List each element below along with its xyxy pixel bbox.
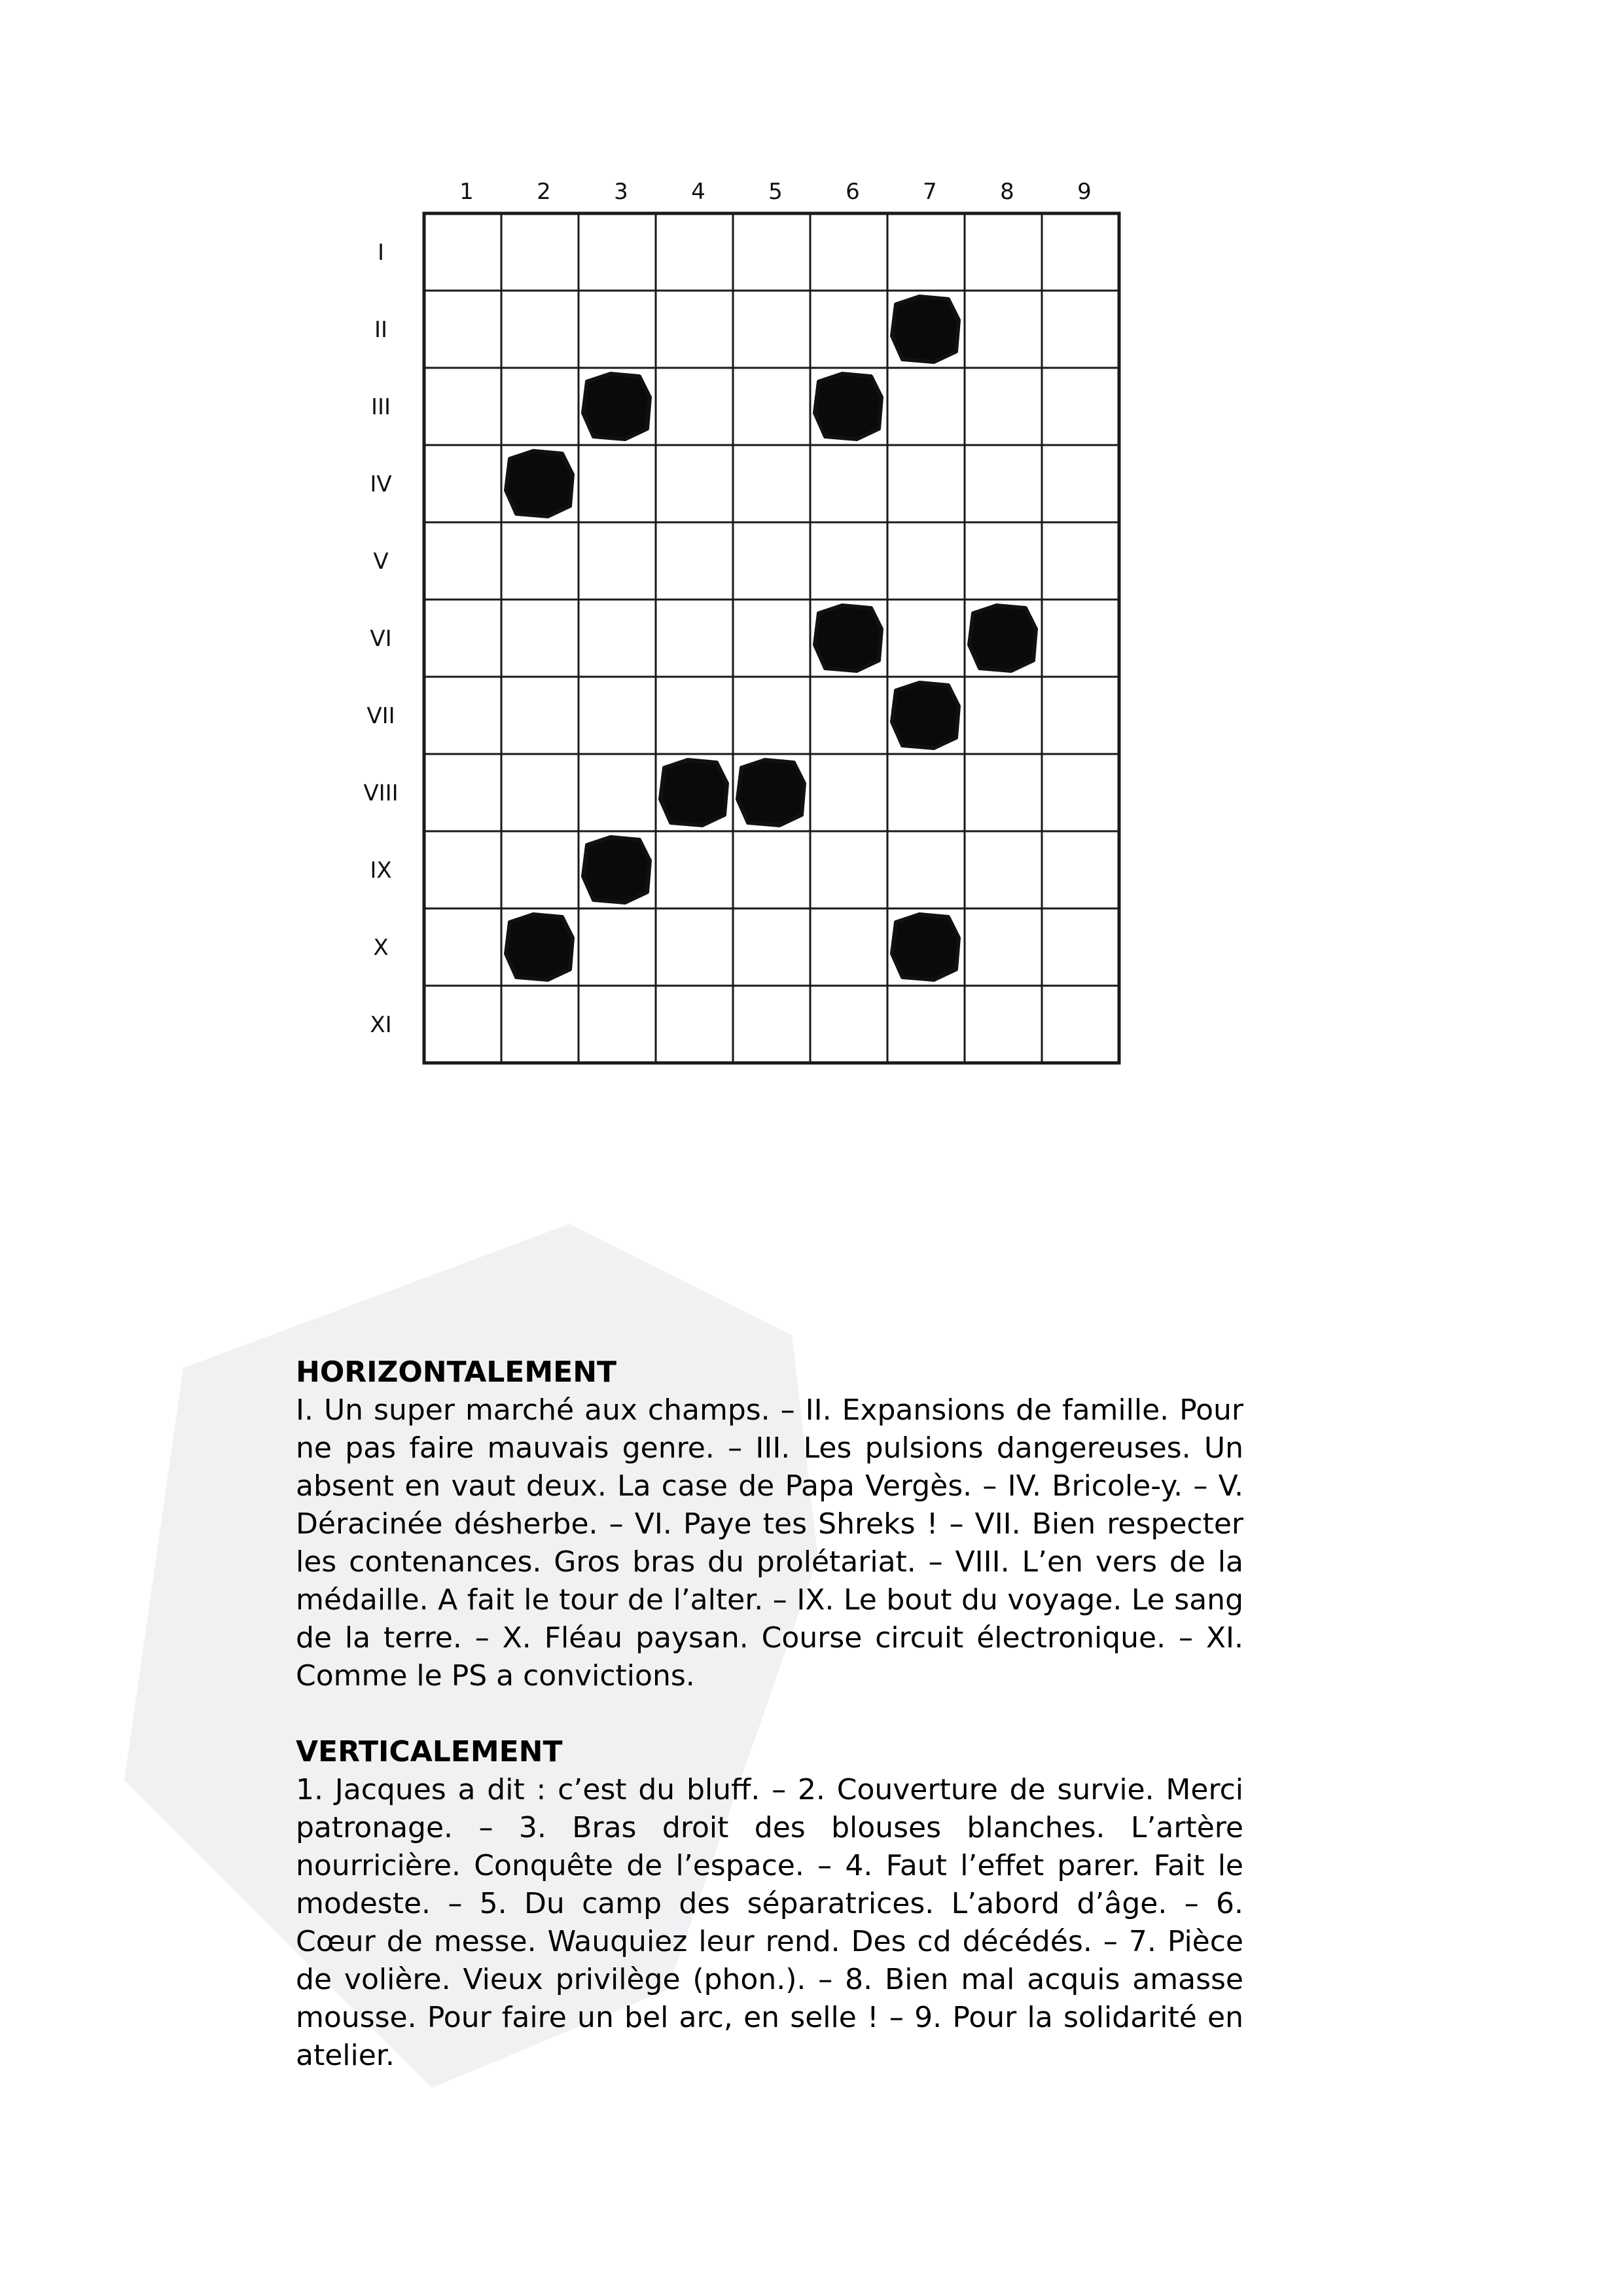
column-label: 6 (846, 179, 860, 205)
row-label: V (373, 548, 389, 575)
row-labels (363, 240, 398, 1038)
row-label: VII (366, 703, 395, 729)
row-label: IX (370, 857, 392, 884)
black-cell (506, 914, 573, 980)
black-cell (892, 296, 959, 362)
column-label: 7 (923, 179, 937, 205)
crossword-grid (0, 0, 1623, 1113)
black-cell (892, 683, 959, 748)
column-label: 8 (1000, 179, 1014, 205)
black-cell (506, 451, 573, 516)
row-label: III (370, 394, 391, 420)
row-label: VIII (363, 780, 399, 806)
row-label: IV (370, 471, 392, 497)
row-label: XI (370, 1012, 392, 1038)
column-label: 9 (1077, 179, 1092, 205)
black-cell (969, 605, 1036, 671)
row-label: X (373, 935, 389, 961)
vertical-title: VERTICALEMENT (296, 1735, 563, 1768)
row-label: I (377, 240, 385, 266)
horizontal-clues: I. Un super marché aux champs. – II. Expansions de famille. Pour ne pas faire mauvais genre. – III. Les pulsions dangereuses. Un absent en vaut deux. La case de Papa Vergès. – IV. Bricole-y. – V. Déracinée désherbe. – VI. Paye tes Shreks ! – VII. Bien respecter les contenances. Gros bras du prolétariat. – VIII. L’en vers de la médaille. A fait le tour de l’alter. – IX. Le bout du voyage. Le sang de la terre. – X. Fléau paysan. Course circuit électronique. – XI. Comme le PS a convictions. (296, 1393, 1243, 1693)
column-labels (459, 179, 1092, 205)
black-cell (660, 760, 727, 825)
row-label: VI (370, 626, 392, 652)
column-label: 2 (537, 179, 551, 205)
clues-section (296, 1354, 1243, 2075)
spacer (296, 1695, 1243, 1733)
column-label: 5 (768, 179, 783, 205)
column-label: 4 (691, 179, 705, 205)
vertical-clues: 1. Jacques a dit : c’est du bluff. – 2. Couverture de survie. Merci patronage. – 3. Bras droit des blouses blanches. L’artère nourricière. Conquête de l’espace. – 4. Faut l’effet parer. Fait le modeste. – 5. Du camp des séparatrices. L’abord d’âge. – 6. Cœur de messe. Wauquiez leur rend. Des cd décédés. – 7. Pièce de volière. Vieux privilège (phon.). – 8. Bien mal acquis amasse mousse. Pour faire un bel arc, en selle ! – 9. Pour la solidarité en atelier. (296, 1773, 1243, 2072)
black-cell (815, 374, 882, 439)
black-cell (892, 914, 959, 980)
column-label: 3 (614, 179, 628, 205)
black-cell (583, 837, 650, 903)
black-cell (815, 605, 882, 671)
black-cells (506, 296, 1036, 980)
horizontal-title: HORIZONTALEMENT (296, 1355, 617, 1389)
row-label: II (374, 317, 388, 343)
black-cell (738, 760, 804, 825)
black-cell (583, 374, 650, 439)
column-label: 1 (459, 179, 474, 205)
